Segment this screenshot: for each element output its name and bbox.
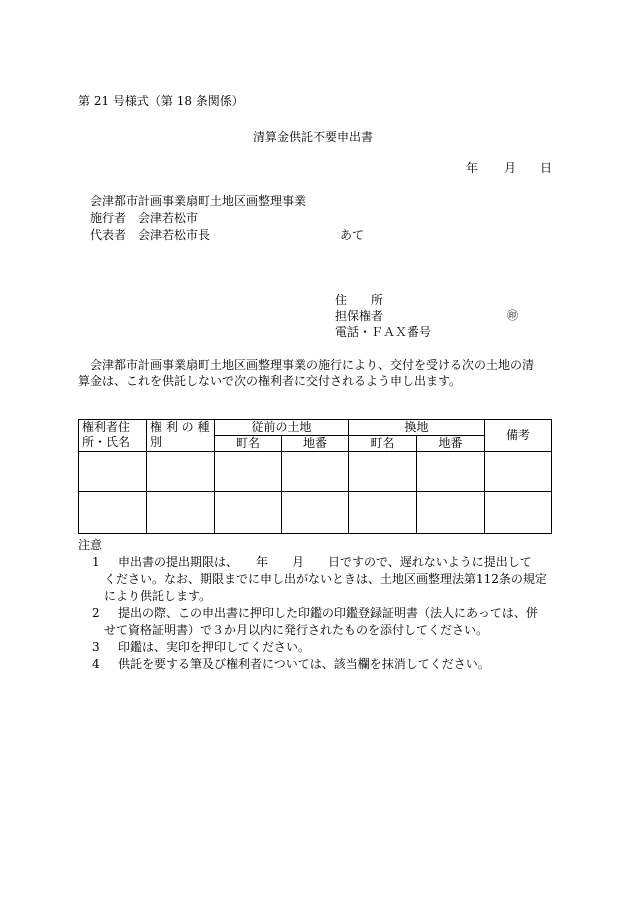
note-item-3 <box>78 639 558 656</box>
table-cell[interactable] <box>79 452 147 492</box>
addressee-executor: 施行者 会津若松市 <box>90 211 199 225</box>
note-number: 4 <box>92 657 100 671</box>
body-text-line1: 会津都市計画事業扇町土地区画整理事業の施行により、交付を受ける次の土地の清 <box>90 358 535 372</box>
notes-section <box>78 537 558 673</box>
table-cell[interactable] <box>215 492 282 534</box>
col-replot-lot: 地番 <box>417 436 485 452</box>
applicant-address-label: 住 所 <box>335 293 384 307</box>
note-item-4 <box>78 656 558 673</box>
applicant-holder-label: 担保権者 <box>335 309 384 323</box>
col-replot-header: 換地 <box>349 420 485 436</box>
table-cell[interactable] <box>485 452 552 492</box>
col-rights-holder-line2: 所・氏名 <box>82 435 131 449</box>
table-cell[interactable] <box>147 452 215 492</box>
table-row <box>79 452 552 492</box>
seal-mark: ㊞ <box>507 309 518 322</box>
table-cell[interactable] <box>215 452 282 492</box>
table-cell[interactable] <box>282 492 349 534</box>
note-line: 申出書の提出期限は、 年 月 日ですので、遅れないように提出して <box>118 555 532 569</box>
body-text-line2: 算金は、これを供託しないで次の権利者に交付されるよう申し出ます。 <box>78 374 462 388</box>
document-title: 清算金供託不要申出書 <box>253 130 374 144</box>
col-prev-land-header: 従前の土地 <box>215 420 349 436</box>
col-rights-holder-header <box>79 420 147 452</box>
form-number: 第 21 号様式（第 18 条関係） <box>78 94 244 108</box>
table-cell[interactable] <box>349 452 417 492</box>
date-year: 年 <box>466 161 479 175</box>
table-cell[interactable] <box>349 492 417 534</box>
col-prev-town: 町名 <box>215 436 282 452</box>
note-line: せて資格証明書）で３か月以内に発行されたものを添付してください。 <box>104 623 489 637</box>
note-number: 3 <box>92 640 100 654</box>
col-rights-holder-line1: 権利者住 <box>82 420 131 434</box>
note-item-1 <box>78 554 558 605</box>
table-cell[interactable] <box>147 492 215 534</box>
note-number: 2 <box>92 606 100 620</box>
applicant-phone-label: 電話・ＦＡＸ番号 <box>335 325 432 339</box>
col-rights-type-line1: 権 利 の 種 <box>150 420 210 434</box>
note-line: により供託します。 <box>104 589 212 603</box>
note-line: 提出の際、この申出書に押印した印鑑の印鑑登録証明書（法人にあっては、併 <box>118 606 538 620</box>
note-item-2 <box>78 605 558 639</box>
note-line: ください。なお、期限までに申し出がないときは、土地区画整理法第112条の規定 <box>104 572 547 586</box>
note-line: 印鑑は、実印を押印してください。 <box>118 640 311 654</box>
table-cell[interactable] <box>282 452 349 492</box>
note-number: 1 <box>92 555 100 569</box>
addressee-representative: 代表者 会津若松市長 <box>90 228 211 242</box>
col-rights-type-line2: 別 <box>150 435 163 449</box>
addressee-ate: あて <box>340 228 365 242</box>
table-cell[interactable] <box>417 452 485 492</box>
col-prev-lot: 地番 <box>282 436 349 452</box>
col-replot-town: 町名 <box>349 436 417 452</box>
land-table <box>78 419 552 534</box>
table-row <box>79 492 552 534</box>
table-cell[interactable] <box>485 492 552 534</box>
note-line: 供託を要する筆及び権利者については、該当欄を抹消してください。 <box>118 657 490 671</box>
table-cell[interactable] <box>417 492 485 534</box>
date-month: 月 <box>504 161 517 175</box>
table-cell[interactable] <box>79 492 147 534</box>
notes-heading: 注意 <box>78 538 103 552</box>
date-day: 日 <box>540 161 553 175</box>
addressee-project: 会津都市計画事業扇町土地区画整理事業 <box>90 194 307 208</box>
col-rights-type-header <box>147 420 215 452</box>
col-remarks-header: 備考 <box>485 420 552 452</box>
